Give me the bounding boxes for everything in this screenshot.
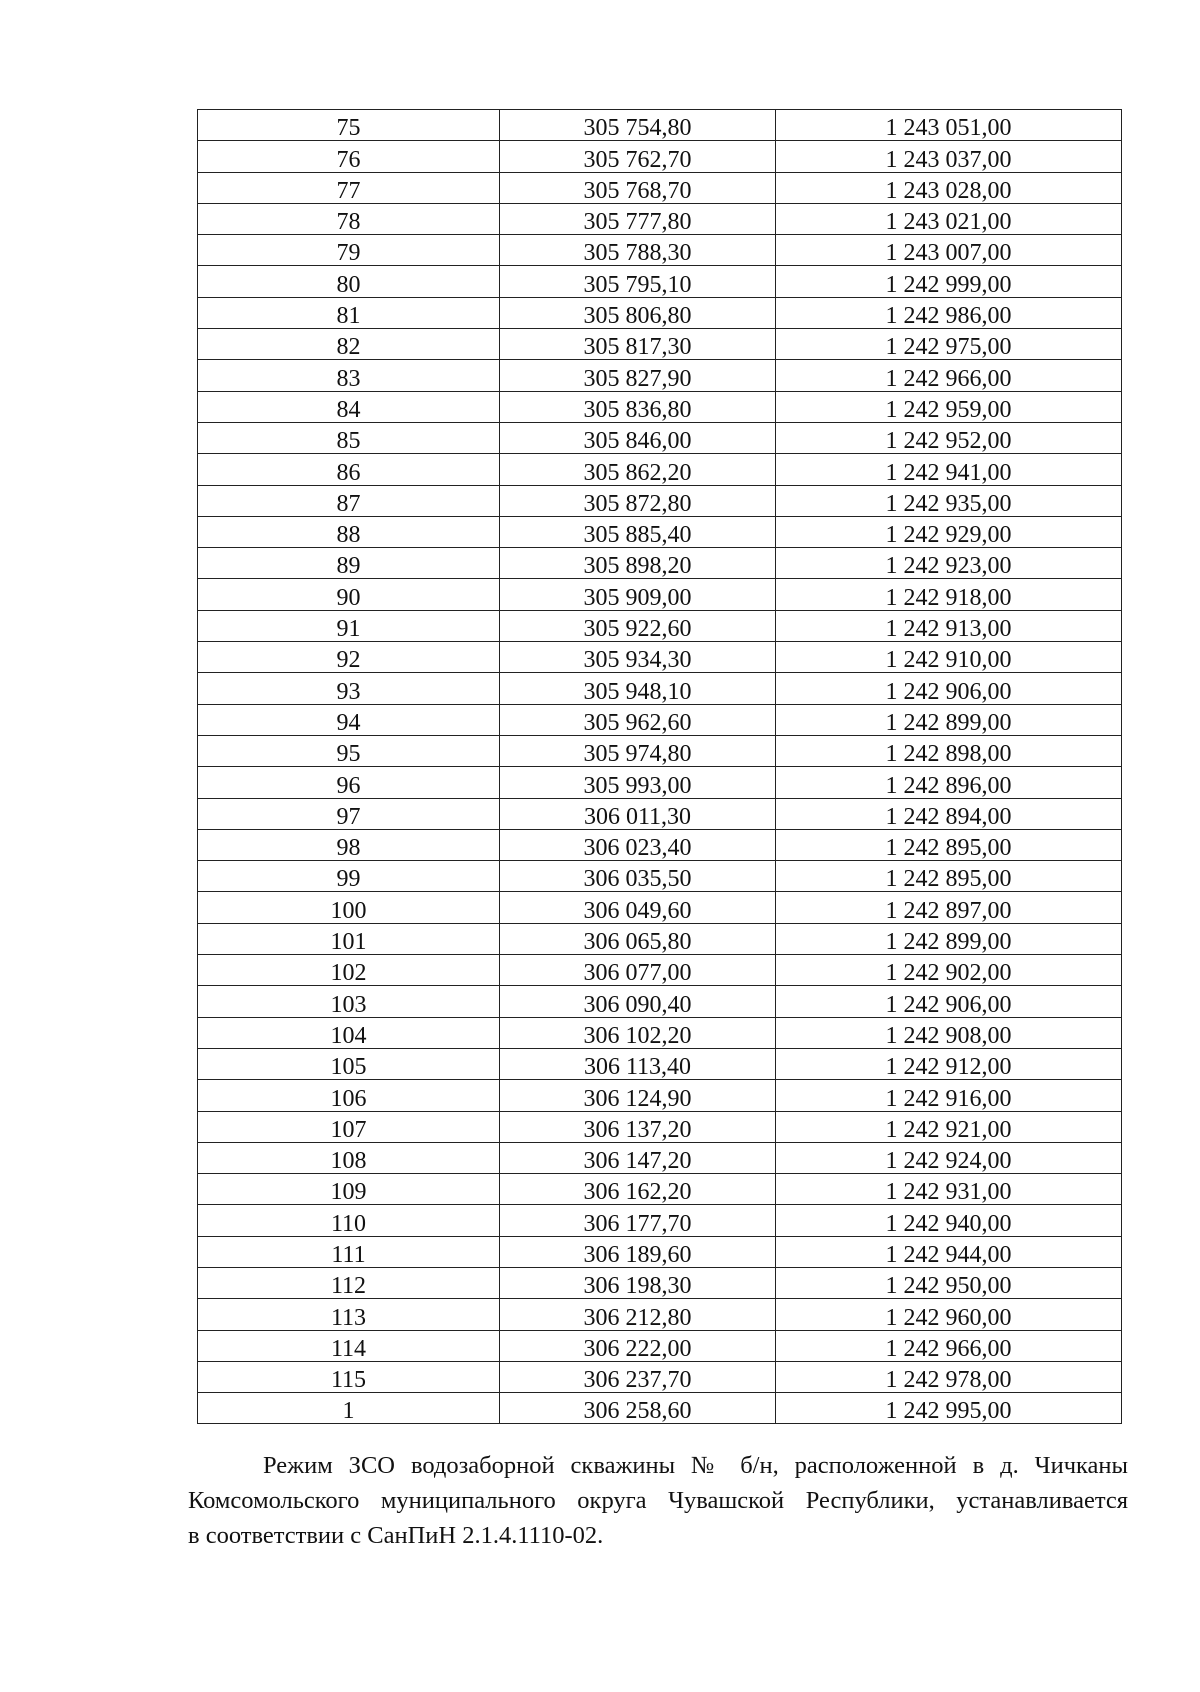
- table-row: [198, 172, 1122, 203]
- x-coordinate-cell: 305 909,00: [500, 579, 776, 610]
- x-coordinate-cell: 305 846,00: [500, 422, 776, 453]
- point-number-cell: 111: [198, 1236, 500, 1267]
- y-coordinate-cell: 1 242 897,00: [776, 892, 1122, 923]
- table-row: [198, 1142, 1122, 1173]
- table-row: [198, 203, 1122, 234]
- x-coordinate-cell: 306 137,20: [500, 1111, 776, 1142]
- y-coordinate-cell: 1 243 037,00: [776, 141, 1122, 172]
- table-row: [198, 1080, 1122, 1111]
- y-coordinate-cell: 1 242 895,00: [776, 861, 1122, 892]
- y-coordinate-cell: 1 243 028,00: [776, 172, 1122, 203]
- regime-paragraph: [188, 1448, 1128, 1553]
- y-coordinate-cell: 1 242 960,00: [776, 1299, 1122, 1330]
- point-number-cell: 103: [198, 986, 500, 1017]
- table-row: [198, 986, 1122, 1017]
- point-number-cell: 102: [198, 955, 500, 986]
- y-coordinate-cell: 1 242 918,00: [776, 579, 1122, 610]
- table-row: [198, 360, 1122, 391]
- y-coordinate-cell: 1 242 896,00: [776, 767, 1122, 798]
- table-row: [198, 955, 1122, 986]
- table-row: [198, 1205, 1122, 1236]
- table-row: [198, 861, 1122, 892]
- point-number-cell: 83: [198, 360, 500, 391]
- x-coordinate-cell: 306 049,60: [500, 892, 776, 923]
- point-number-cell: 95: [198, 735, 500, 766]
- table-row: [198, 235, 1122, 266]
- x-coordinate-cell: 306 189,60: [500, 1236, 776, 1267]
- point-number-cell: 110: [198, 1205, 500, 1236]
- x-coordinate-cell: 305 795,10: [500, 266, 776, 297]
- point-number-cell: 80: [198, 266, 500, 297]
- table-row: [198, 579, 1122, 610]
- x-coordinate-cell: 305 885,40: [500, 516, 776, 547]
- y-coordinate-cell: 1 242 924,00: [776, 1142, 1122, 1173]
- point-number-cell: 76: [198, 141, 500, 172]
- x-coordinate-cell: 306 124,90: [500, 1080, 776, 1111]
- y-coordinate-cell: 1 242 899,00: [776, 923, 1122, 954]
- x-coordinate-cell: 305 898,20: [500, 548, 776, 579]
- y-coordinate-cell: 1 243 051,00: [776, 110, 1122, 141]
- x-coordinate-cell: 306 023,40: [500, 829, 776, 860]
- x-coordinate-cell: 305 762,70: [500, 141, 776, 172]
- table-row: [198, 1048, 1122, 1079]
- x-coordinate-cell: 305 817,30: [500, 329, 776, 360]
- point-number-cell: 112: [198, 1267, 500, 1298]
- point-number-cell: 88: [198, 516, 500, 547]
- x-coordinate-cell: 306 113,40: [500, 1048, 776, 1079]
- table-row: [198, 1174, 1122, 1205]
- table-row: [198, 1299, 1122, 1330]
- point-number-cell: 1: [198, 1393, 500, 1424]
- point-number-cell: 89: [198, 548, 500, 579]
- y-coordinate-cell: 1 242 916,00: [776, 1080, 1122, 1111]
- x-coordinate-cell: 306 222,00: [500, 1330, 776, 1361]
- y-coordinate-cell: 1 242 944,00: [776, 1236, 1122, 1267]
- paragraph-line: Режим ЗСО водозаборной скважины № б/н, расположенной в д. Чичканы: [263, 1452, 1128, 1479]
- table-row: [198, 422, 1122, 453]
- x-coordinate-cell: 306 147,20: [500, 1142, 776, 1173]
- point-number-cell: 97: [198, 798, 500, 829]
- y-coordinate-cell: 1 242 966,00: [776, 1330, 1122, 1361]
- x-coordinate-cell: 305 788,30: [500, 235, 776, 266]
- x-coordinate-cell: 306 077,00: [500, 955, 776, 986]
- y-coordinate-cell: 1 242 929,00: [776, 516, 1122, 547]
- y-coordinate-cell: 1 242 895,00: [776, 829, 1122, 860]
- point-number-cell: 84: [198, 391, 500, 422]
- x-coordinate-cell: 305 777,80: [500, 203, 776, 234]
- y-coordinate-cell: 1 242 913,00: [776, 610, 1122, 641]
- point-number-cell: 78: [198, 203, 500, 234]
- x-coordinate-cell: 306 198,30: [500, 1267, 776, 1298]
- point-number-cell: 91: [198, 610, 500, 641]
- paragraph-line: в соответствии с СанПиН 2.1.4.1110-02.: [188, 1522, 604, 1549]
- x-coordinate-cell: 305 768,70: [500, 172, 776, 203]
- y-coordinate-cell: 1 242 894,00: [776, 798, 1122, 829]
- y-coordinate-cell: 1 243 007,00: [776, 235, 1122, 266]
- table-row: [198, 735, 1122, 766]
- table-row: [198, 297, 1122, 328]
- table-row: [198, 798, 1122, 829]
- y-coordinate-cell: 1 242 923,00: [776, 548, 1122, 579]
- point-number-cell: 86: [198, 454, 500, 485]
- x-coordinate-cell: 305 934,30: [500, 642, 776, 673]
- x-coordinate-cell: 306 102,20: [500, 1017, 776, 1048]
- y-coordinate-cell: 1 242 906,00: [776, 673, 1122, 704]
- table-row: [198, 704, 1122, 735]
- x-coordinate-cell: 306 011,30: [500, 798, 776, 829]
- table-row: [198, 767, 1122, 798]
- table-row: [198, 1111, 1122, 1142]
- table-row: [198, 485, 1122, 516]
- y-coordinate-cell: 1 242 959,00: [776, 391, 1122, 422]
- x-coordinate-cell: 305 872,80: [500, 485, 776, 516]
- y-coordinate-cell: 1 242 966,00: [776, 360, 1122, 391]
- x-coordinate-cell: 306 177,70: [500, 1205, 776, 1236]
- point-number-cell: 90: [198, 579, 500, 610]
- x-coordinate-cell: 305 993,00: [500, 767, 776, 798]
- x-coordinate-cell: 306 237,70: [500, 1361, 776, 1392]
- y-coordinate-cell: 1 242 935,00: [776, 485, 1122, 516]
- table-row: [198, 829, 1122, 860]
- y-coordinate-cell: 1 242 921,00: [776, 1111, 1122, 1142]
- table-row: [198, 329, 1122, 360]
- x-coordinate-cell: 305 836,80: [500, 391, 776, 422]
- y-coordinate-cell: 1 242 952,00: [776, 422, 1122, 453]
- table-row: [198, 110, 1122, 141]
- table-row: [198, 1017, 1122, 1048]
- y-coordinate-cell: 1 242 899,00: [776, 704, 1122, 735]
- point-number-cell: 96: [198, 767, 500, 798]
- point-number-cell: 94: [198, 704, 500, 735]
- x-coordinate-cell: 305 962,60: [500, 704, 776, 735]
- table-row: [198, 141, 1122, 172]
- table-row: [198, 1330, 1122, 1361]
- point-number-cell: 82: [198, 329, 500, 360]
- table-row: [198, 610, 1122, 641]
- x-coordinate-cell: 306 258,60: [500, 1393, 776, 1424]
- point-number-cell: 92: [198, 642, 500, 673]
- point-number-cell: 75: [198, 110, 500, 141]
- x-coordinate-cell: 306 065,80: [500, 923, 776, 954]
- y-coordinate-cell: 1 242 975,00: [776, 329, 1122, 360]
- table-row: [198, 892, 1122, 923]
- x-coordinate-cell: 306 090,40: [500, 986, 776, 1017]
- table-row: [198, 1393, 1122, 1424]
- x-coordinate-cell: 305 948,10: [500, 673, 776, 704]
- y-coordinate-cell: 1 242 995,00: [776, 1393, 1122, 1424]
- table-row: [198, 1267, 1122, 1298]
- point-number-cell: 85: [198, 422, 500, 453]
- y-coordinate-cell: 1 242 986,00: [776, 297, 1122, 328]
- y-coordinate-cell: 1 242 978,00: [776, 1361, 1122, 1392]
- point-number-cell: 108: [198, 1142, 500, 1173]
- point-number-cell: 87: [198, 485, 500, 516]
- x-coordinate-cell: 306 035,50: [500, 861, 776, 892]
- point-number-cell: 107: [198, 1111, 500, 1142]
- point-number-cell: 113: [198, 1299, 500, 1330]
- table-row: [198, 516, 1122, 547]
- y-coordinate-cell: 1 242 908,00: [776, 1017, 1122, 1048]
- x-coordinate-cell: 306 212,80: [500, 1299, 776, 1330]
- y-coordinate-cell: 1 242 898,00: [776, 735, 1122, 766]
- point-number-cell: 106: [198, 1080, 500, 1111]
- y-coordinate-cell: 1 242 910,00: [776, 642, 1122, 673]
- table-row: [198, 923, 1122, 954]
- x-coordinate-cell: 305 754,80: [500, 110, 776, 141]
- y-coordinate-cell: 1 242 950,00: [776, 1267, 1122, 1298]
- point-number-cell: 99: [198, 861, 500, 892]
- coordinates-table: [197, 109, 1122, 1424]
- point-number-cell: 98: [198, 829, 500, 860]
- table-row: [198, 1236, 1122, 1267]
- y-coordinate-cell: 1 243 021,00: [776, 203, 1122, 234]
- y-coordinate-cell: 1 242 941,00: [776, 454, 1122, 485]
- y-coordinate-cell: 1 242 912,00: [776, 1048, 1122, 1079]
- point-number-cell: 79: [198, 235, 500, 266]
- table-row: [198, 1361, 1122, 1392]
- table-row: [198, 642, 1122, 673]
- point-number-cell: 93: [198, 673, 500, 704]
- y-coordinate-cell: 1 242 940,00: [776, 1205, 1122, 1236]
- x-coordinate-cell: 305 862,20: [500, 454, 776, 485]
- table-row: [198, 454, 1122, 485]
- point-number-cell: 101: [198, 923, 500, 954]
- y-coordinate-cell: 1 242 999,00: [776, 266, 1122, 297]
- table-row: [198, 548, 1122, 579]
- point-number-cell: 77: [198, 172, 500, 203]
- point-number-cell: 105: [198, 1048, 500, 1079]
- y-coordinate-cell: 1 242 906,00: [776, 986, 1122, 1017]
- point-number-cell: 109: [198, 1174, 500, 1205]
- x-coordinate-cell: 305 827,90: [500, 360, 776, 391]
- x-coordinate-cell: 305 806,80: [500, 297, 776, 328]
- table-row: [198, 266, 1122, 297]
- point-number-cell: 100: [198, 892, 500, 923]
- paragraph-line: Комсомольского муниципального округа Чувашской Республики, устанавливается: [188, 1487, 1128, 1514]
- x-coordinate-cell: 306 162,20: [500, 1174, 776, 1205]
- point-number-cell: 114: [198, 1330, 500, 1361]
- y-coordinate-cell: 1 242 902,00: [776, 955, 1122, 986]
- table-row: [198, 391, 1122, 422]
- y-coordinate-cell: 1 242 931,00: [776, 1174, 1122, 1205]
- x-coordinate-cell: 305 974,80: [500, 735, 776, 766]
- point-number-cell: 115: [198, 1361, 500, 1392]
- table-row: [198, 673, 1122, 704]
- x-coordinate-cell: 305 922,60: [500, 610, 776, 641]
- coordinates-table-body: [198, 110, 1122, 1424]
- point-number-cell: 81: [198, 297, 500, 328]
- point-number-cell: 104: [198, 1017, 500, 1048]
